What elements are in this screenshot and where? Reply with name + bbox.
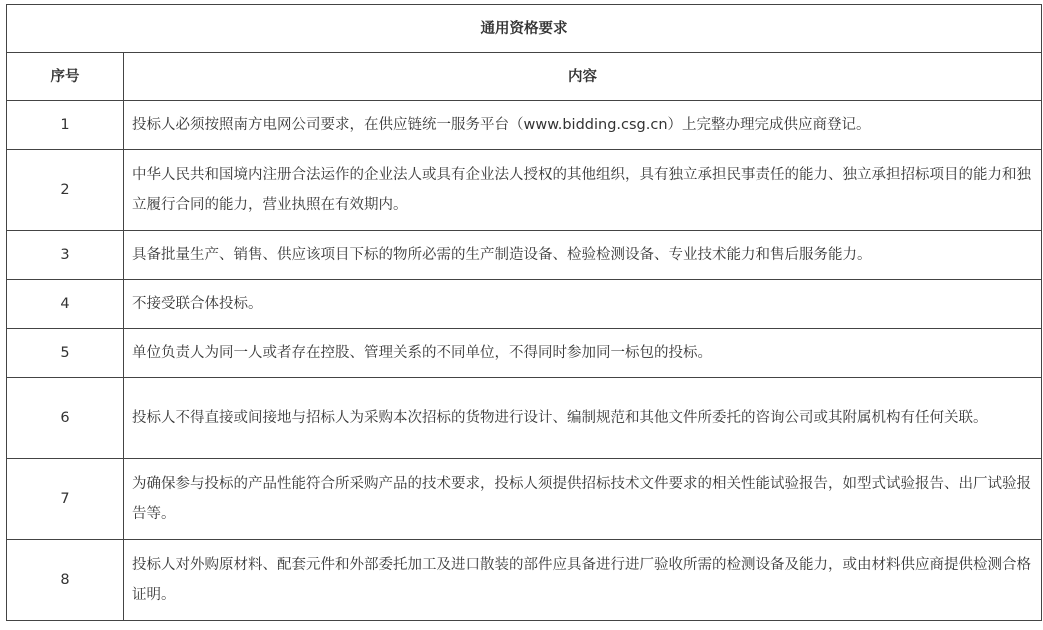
row-index: 5: [7, 329, 124, 378]
row-index: 8: [7, 540, 124, 621]
row-content: 单位负责人为同一人或者存在控股、管理关系的不同单位，不得同时参加同一标包的投标。: [124, 329, 1042, 378]
table-row: [7, 101, 1042, 150]
table-row: [7, 280, 1042, 329]
row-content: 投标人必须按照南方电网公司要求，在供应链统一服务平台（www.bidding.csg.cn）上完整办理完成供应商登记。: [124, 101, 1042, 150]
column-header-content: 内容: [124, 53, 1042, 101]
row-content: 投标人不得直接或间接地与招标人为采购本次招标的货物进行设计、编制规范和其他文件所委托的咨询公司或其附属机构有任何关联。: [124, 378, 1042, 459]
table-row: [7, 378, 1042, 459]
table-row: [7, 231, 1042, 280]
row-index: 6: [7, 378, 124, 459]
table-title-row: [7, 5, 1042, 53]
table-header-row: [7, 53, 1042, 101]
row-content: 具备批量生产、销售、供应该项目下标的物所必需的生产制造设备、检验检测设备、专业技术能力和售后服务能力。: [124, 231, 1042, 280]
row-index: 4: [7, 280, 124, 329]
row-content: 投标人对外购原材料、配套元件和外部委托加工及进口散装的部件应具备进行进厂验收所需的检测设备及能力，或由材料供应商提供检测合格证明。: [124, 540, 1042, 621]
qualification-table: [6, 4, 1042, 621]
column-header-index: 序号: [7, 53, 124, 101]
row-index: 7: [7, 459, 124, 540]
table-row: [7, 459, 1042, 540]
table-row: [7, 540, 1042, 621]
row-content: 不接受联合体投标。: [124, 280, 1042, 329]
row-index: 3: [7, 231, 124, 280]
table-row: [7, 150, 1042, 231]
row-index: 2: [7, 150, 124, 231]
row-content: 为确保参与投标的产品性能符合所采购产品的技术要求，投标人须提供招标技术文件要求的相关性能试验报告，如型式试验报告、出厂试验报告等。: [124, 459, 1042, 540]
row-index: 1: [7, 101, 124, 150]
row-content: 中华人民共和国境内注册合法运作的企业法人或具有企业法人授权的其他组织，具有独立承担民事责任的能力、独立承担招标项目的能力和独立履行合同的能力，营业执照在有效期内。: [124, 150, 1042, 231]
table-row: [7, 329, 1042, 378]
table-title: 通用资格要求: [7, 5, 1042, 53]
